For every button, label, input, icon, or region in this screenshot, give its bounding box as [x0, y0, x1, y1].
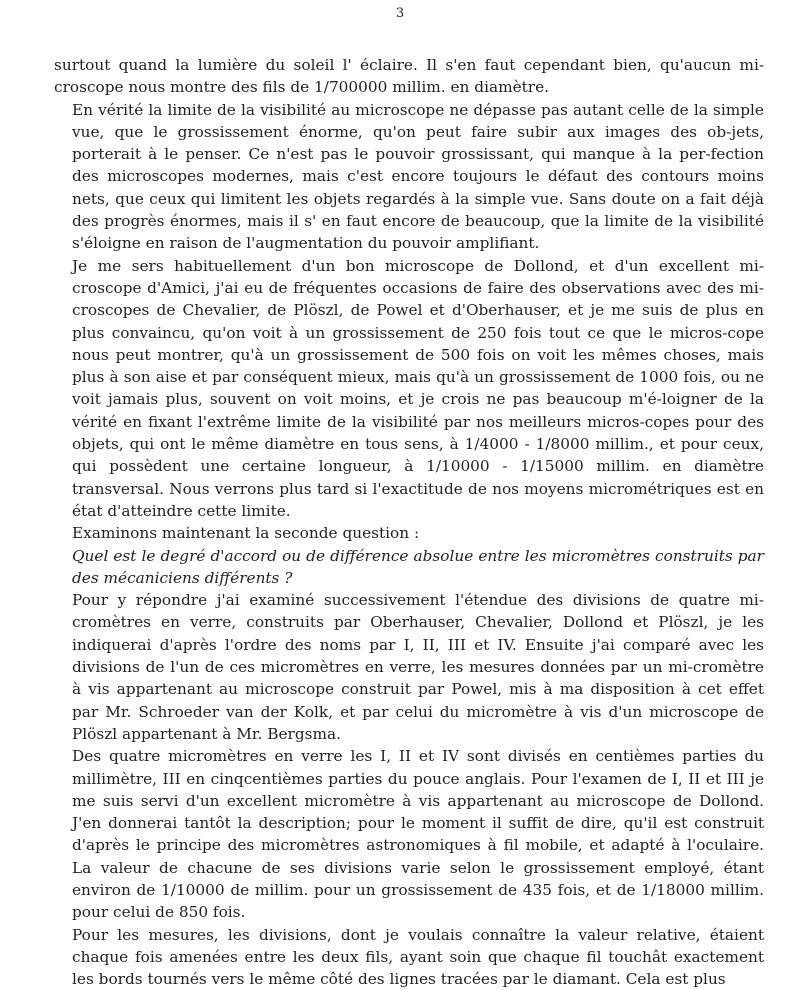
paragraph-micrometer-divisions: Des quatre micromètres en verre les I, II et IV sont divisés en centièmes parties du millimètre, III en cinqcentièmes parties du pouce anglais. Pour l'examen de I, II et III je me suis servi d'un excellent micromètre à vis appartenant au microscope de Dollond. J'en donnerai tantôt la description; pour le moment il suffit de dire, qu'il est construit d'après le principe des micromètres astronomiques à fil mobile, et adapté à l'oculaire. La valeur de chacune de ses divisions varie selon le grossissement employé, étant environ de 1/10000 de millim. pour un grossissement de 435 fois, et de 1/18000 millim. pour celui de 850 fois.: [72, 747, 764, 922]
paragraph-microscopes: Je me sers habituellement d'un bon microscope de Dollond, et d'un excellent mi-croscope d'Amici, j'ai eu de fréquentes occasions de faire des observations avec des mi-croscopes de Chevalier, de Plöszl, de Powel et d'Oberhauser, et je me suis de plus en plus convaincu, qu'on voit à un grossissement de 250 fois tout ce que le micros-cope nous peut montrer, qu'à un grossissement de 500 fois on voit les mêmes choses, mais plus à son aise et par conséquent mieux, mais qu'à un grossissement de 1000 fois, ou ne voit jamais plus, souvent on voit moins, et je crois ne pas beaucoup m'é-loigner de la vérité en fixant l'extrême limite de la visibilité par nos meilleurs micros-copes pour des objets, qui ont le même diamètre en tous sens, à 1/4000 - 1/8000 millim., et pour ceux, qui possèdent une certaine longueur, à 1/10000 - 1/15000 millim. en diamètre transversal. Nous verrons plus tard si l'exactitude de nos moyens micrométriques est en état d'atteindre cette limite.: [72, 256, 764, 520]
body-text: [54, 54, 764, 990]
paragraph-second-question: Examinons maintenant la seconde question :: [72, 524, 420, 543]
paragraph-measurements: Pour les mesures, les divisions, dont je voulais connaître la valeur relative, étaient chaque fois amenées entre les deux fils, ayant soin que chaque fil touchât exactement les bords tournés vers le même côté des lignes tracées par le diamant. Cela est plus: [72, 925, 764, 989]
paragraph-question-italic: [54, 545, 764, 590]
page-number: 3: [395, 6, 405, 21]
paragraph-visibility-limit: En vérité la limite de la visibilité au microscope ne dépasse pas autant celle de la simple vue, que le grossissement énorme, qu'on peut faire subir aux images des ob-jets, porterait à le penser. Ce n'est pas le pouvoir grossissant, qui manque à la per-fection des microscopes modernes, mais c'est encore toujours le défaut des contours moins nets, que ceux qui limitent les objets regardés à la simple vue. Sans doute on a fait déjà des progrès énormes, mais il s' en faut encore de beaucoup, que la limite de la visibilité s'éloigne en raison de l'augmentation du pouvoir amplifiant.: [72, 100, 764, 253]
paragraph-micrometers-examined: Pour y répondre j'ai examiné successivement l'étendue des divisions de quatre mi-cromètres en verre, construits par Oberhauser, Chevalier, Dollond et Plöszl, je les indiquerai d'après l'ordre des noms par I, II, III et IV. Ensuite j'ai comparé avec les divisions de l'un de ces micromètres en verre, les mesures données par un mi-cromètre à vis appartenant au microscope construit par Powel, mis à ma disposition à cet effet par Mr. Schroeder van der Kolk, et par celui du micromètre à vis d'un microscope de Plöszl appartenant à Mr. Bergsma.: [72, 591, 764, 743]
paragraph-continuation: surtout quand la lumière du soleil l' éclaire. Il s'en faut cependant bien, qu'aucun mi-croscope nous montre des fils de 1/700000 millim. en diamètre.: [54, 56, 764, 97]
question-text: Quel est le degré d'accord ou de différence absolue entre les micromètres construits par des mécaniciens différents ?: [72, 546, 764, 587]
